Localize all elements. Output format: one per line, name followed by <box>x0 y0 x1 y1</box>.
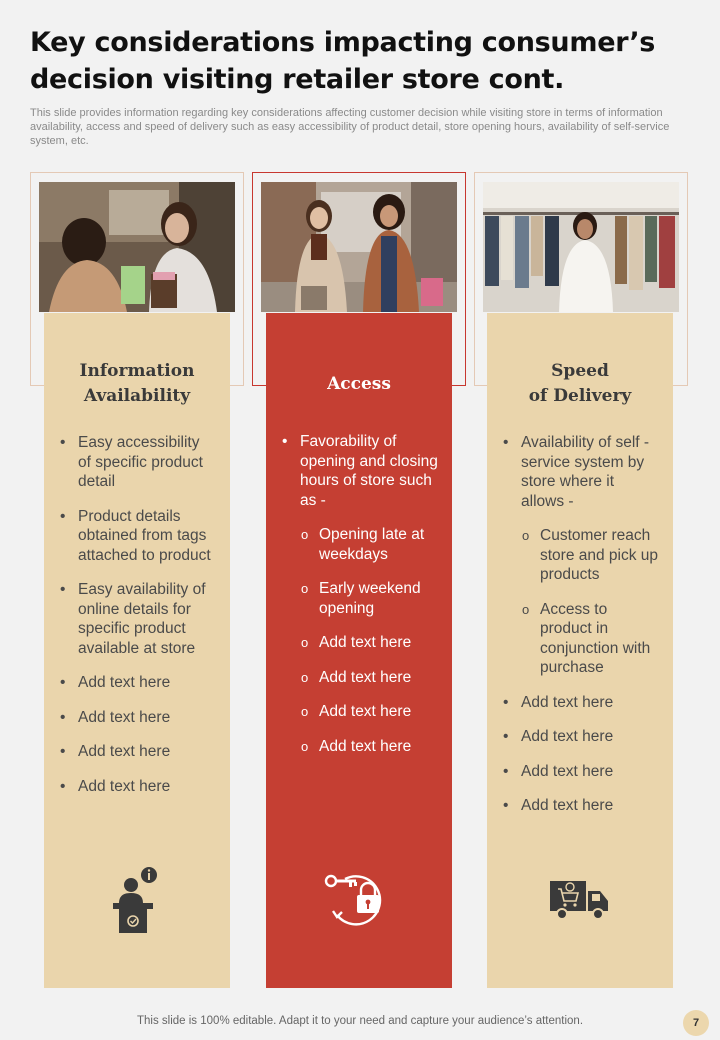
list-item: • Add text here <box>487 693 673 713</box>
column-access <box>266 313 452 988</box>
sub-list-item: o Access to product in conjunction with purchase <box>487 600 673 678</box>
list-item: • Add text here <box>487 796 673 816</box>
list-item: • Add text here <box>44 673 230 693</box>
column-title: Access <box>327 374 391 394</box>
column-speed-of-delivery <box>487 313 673 988</box>
list-item: • Add text here <box>44 708 230 728</box>
key-lock-icon <box>266 869 452 936</box>
sub-list-item: o Add text here <box>266 668 452 688</box>
information-desk-icon <box>44 865 230 940</box>
sub-list-item: o Early weekend opening <box>266 579 452 618</box>
list-item: • Easy availability of online details for specific product available at store <box>44 580 230 658</box>
delivery-truck-icon <box>487 879 673 928</box>
photo-shoppers-window <box>39 182 235 312</box>
footer-note: This slide is 100% editable. Adapt it to your need and capture your audience’s attention. <box>136 1015 584 1027</box>
sub-list-item: o Add text here <box>266 702 452 722</box>
list-item: • Add text here <box>44 777 230 797</box>
list-item: • Product details obtained from tags attached to product <box>44 507 230 566</box>
column-title: Information Availability <box>79 361 195 406</box>
photo-women-walking <box>261 182 457 312</box>
page-title: Key considerations impacting consumer’s decision visiting retailer store cont. <box>30 27 656 95</box>
list-item: • Easy accessibility of specific product detail <box>44 433 230 492</box>
list-item: • Add text here <box>44 742 230 762</box>
page-number: 7 <box>683 1010 709 1036</box>
list-item: • Availability of self - service system by store where it allows - <box>487 433 673 511</box>
list-item: • Add text here <box>487 762 673 782</box>
page-subtitle: This slide provides information regarding key considerations affecting customer decision while visiting store in terms of information availability, access and speed of delivery such as easy accessibility of product detail, store opening hours, availability of self-service system, etc. <box>30 107 670 147</box>
bullet-list <box>487 433 673 831</box>
column-title: Speed of Delivery <box>528 361 632 406</box>
list-item: • Add text here <box>487 727 673 747</box>
column-information-availability <box>44 313 230 988</box>
list-item: • Favorability of opening and closing hours of store such as - <box>266 432 452 510</box>
photo-clothing-rack <box>483 182 679 312</box>
bullet-list <box>266 432 452 771</box>
sub-list-item: o Opening late at weekdays <box>266 525 452 564</box>
sub-list-item: o Add text here <box>266 737 452 757</box>
sub-list-item: o Add text here <box>266 633 452 653</box>
bullet-list <box>44 433 230 811</box>
sub-list-item: o Customer reach store and pick up products <box>487 526 673 585</box>
